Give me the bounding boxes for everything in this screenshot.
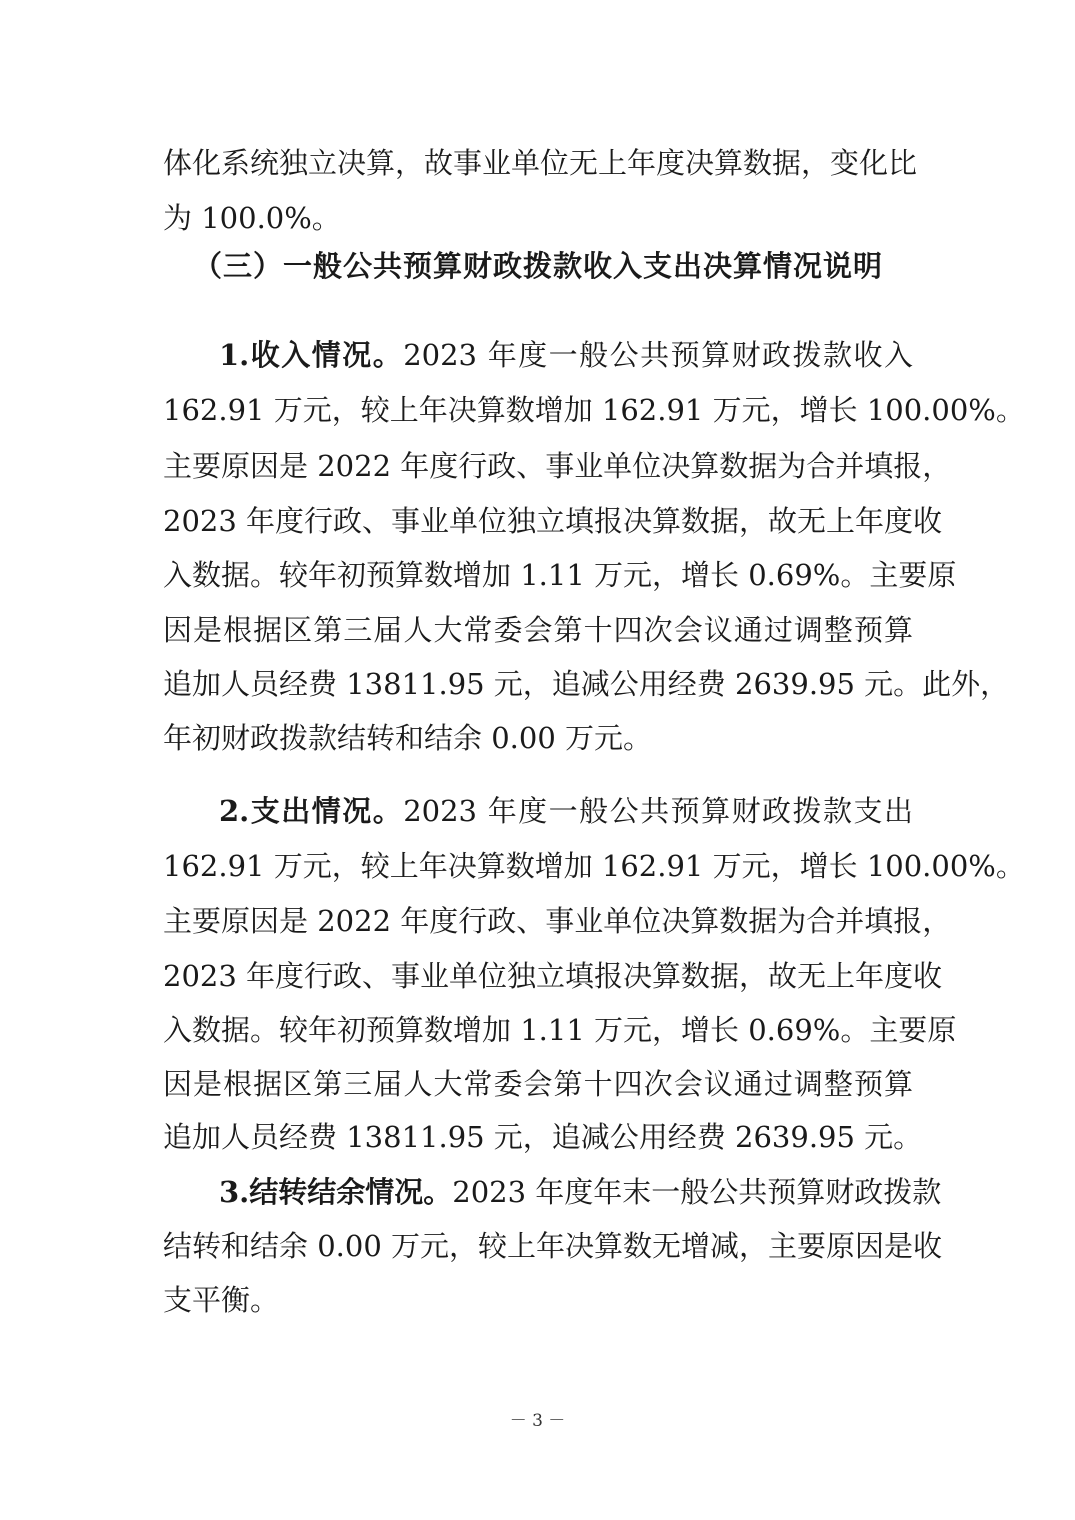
income-line-3: 主要原因是 2022 年度行政、事业单位决算数据为合并填报，	[163, 449, 952, 483]
income-line-2: 162.91 万元，较上年决算数增加 162.91 万元，增长 100.00%。	[163, 393, 1025, 427]
continuation-line-2: 为 100.0%。	[163, 201, 341, 235]
income-line-4: 2023 年度行政、事业单位独立填报决算数据，故无上年度收	[163, 504, 943, 538]
expenditure-line-6: 因是根据区第三届人大常委会第十四次会议通过调整预算	[163, 1067, 913, 1101]
income-line-7: 追加人员经费 13811.95 元，追减公用经费 2639.95 元。此外，	[163, 667, 1010, 701]
expenditure-line-3: 主要原因是 2022 年度行政、事业单位决算数据为合并填报，	[163, 904, 952, 938]
expenditure-line-5: 入数据。较年初预算数增加 1.11 万元，增长 0.69%。主要原	[163, 1013, 957, 1047]
income-line-1	[219, 330, 913, 380]
continuation-line-1: 体化系统独立决算，故事业单位无上年度决算数据，变化比	[163, 146, 918, 180]
expenditure-line-7: 追加人员经费 13811.95 元，追减公用经费 2639.95 元。	[163, 1120, 923, 1154]
income-line-8: 年初财政拨款结转和结余 0.00 万元。	[163, 721, 653, 755]
carryover-lead: 3.结转结余情况。	[219, 1175, 453, 1209]
page-number: － 3 －	[509, 1411, 566, 1431]
carryover-line-1	[219, 1167, 942, 1217]
expenditure-line-1	[219, 786, 913, 836]
expenditure-line-1-text: 2023 年度一般公共预算财政拨款支出	[403, 794, 913, 828]
carryover-line-3: 支平衡。	[163, 1283, 280, 1317]
expenditure-lead: 2.支出情况。	[219, 794, 404, 828]
section-heading: （三）一般公共预算财政拨款收入支出决算情况说明	[192, 249, 883, 283]
income-line-6: 因是根据区第三届人大常委会第十四次会议通过调整预算	[163, 613, 913, 647]
expenditure-line-4: 2023 年度行政、事业单位独立填报决算数据，故无上年度收	[163, 959, 943, 993]
income-line-1-text: 2023 年度一般公共预算财政拨款收入	[403, 338, 913, 372]
expenditure-line-2: 162.91 万元，较上年决算数增加 162.91 万元，增长 100.00%。	[163, 849, 1025, 883]
income-line-5: 入数据。较年初预算数增加 1.11 万元，增长 0.69%。主要原	[163, 558, 957, 592]
carryover-line-1-text: 2023 年度年末一般公共预算财政拨款	[452, 1175, 942, 1209]
income-lead: 1.收入情况。	[219, 338, 404, 372]
carryover-line-2: 结转和结余 0.00 万元，较上年决算数无增减，主要原因是收	[163, 1229, 943, 1263]
